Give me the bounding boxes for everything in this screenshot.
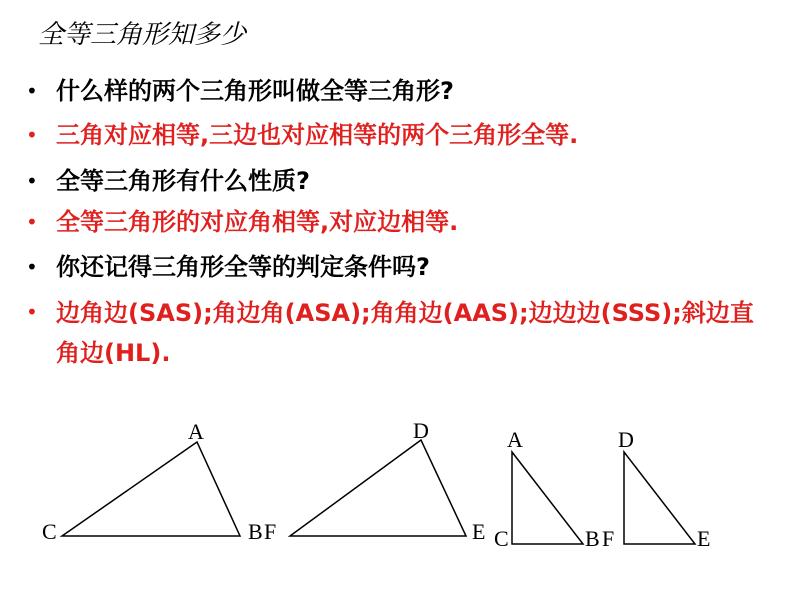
bullet-text: 全等三角形有什么性质? <box>56 167 310 195</box>
triangle-def <box>290 440 466 536</box>
bullet-text: 三角对应相等,三边也对应相等的两个三角形全等. <box>56 121 579 149</box>
label-e-right: E <box>697 526 711 551</box>
bullet-text: 全等三角形的对应角相等,对应边相等. <box>56 208 459 236</box>
label-f: F <box>264 519 277 544</box>
label-a-right: A <box>507 427 523 452</box>
label-c-right: C <box>494 526 509 551</box>
bullet-dot: • <box>26 255 38 279</box>
label-f-right: F <box>602 526 615 551</box>
label-b-right: B <box>585 526 600 551</box>
bullet-dot: • <box>26 210 38 234</box>
bullet-text: 什么样的两个三角形叫做全等三角形? <box>56 77 454 105</box>
triangles-figure <box>0 400 794 596</box>
bullet-text: 边角边(SAS);角边角(ASA);角角边(AAS);边边边(SSS);斜边直角边(HL). <box>56 299 754 367</box>
bullet-dot: • <box>26 169 38 193</box>
right-triangle-abc <box>512 452 583 544</box>
bullet-dot: • <box>26 79 38 103</box>
label-b: B <box>248 519 263 544</box>
slide-title: 全等三角形知多少 <box>38 20 247 50</box>
label-d-right: D <box>618 427 634 452</box>
bullet-text: 你还记得三角形全等的判定条件吗? <box>56 253 430 281</box>
bullet-dot: • <box>26 123 38 147</box>
bullet-dot: • <box>26 300 38 324</box>
label-c: C <box>42 519 57 544</box>
triangle-abc <box>62 442 240 536</box>
label-a: A <box>188 419 204 444</box>
label-d: D <box>413 418 429 443</box>
right-triangle-def <box>624 452 695 544</box>
label-e: E <box>472 519 486 544</box>
